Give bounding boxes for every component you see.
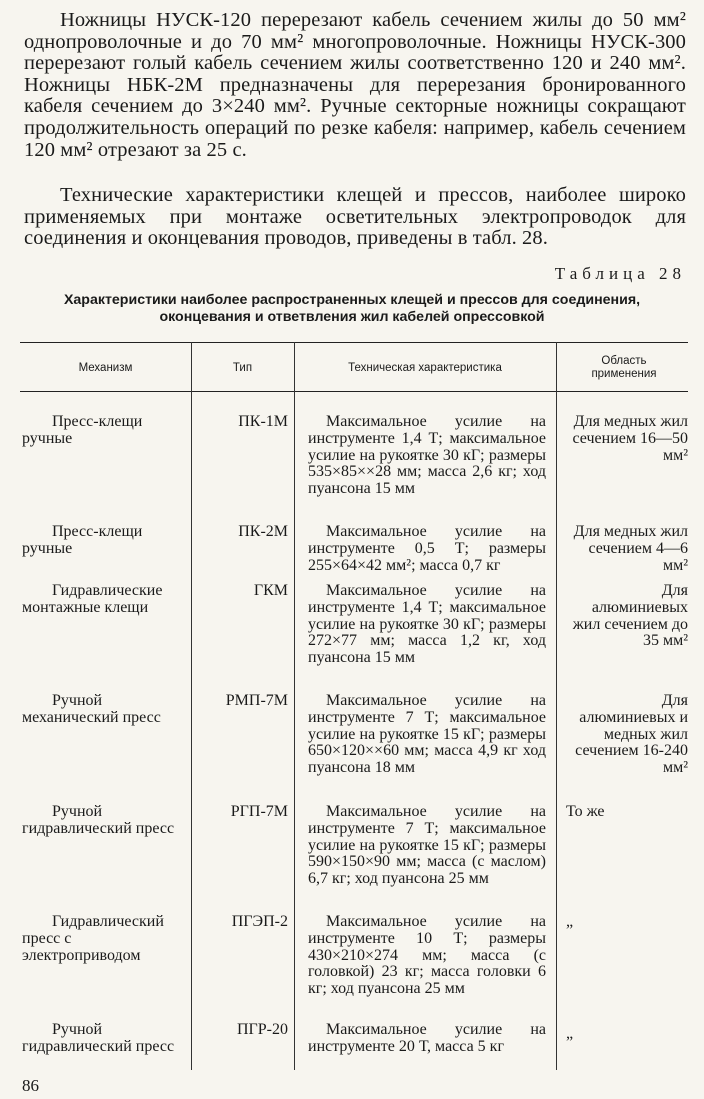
cell-tech: Максимальное усилие на инструменте 7 Т; максимальное усилие на рукоятке 15 кГ; размеры 650×120××60 мм; масса 4,9 кг ход пуансона 18 мм <box>308 692 546 777</box>
cell-tech: Максимальное усилие на инструменте 20 Т, масса 5 кг <box>308 1021 546 1055</box>
column-divider <box>294 342 295 1070</box>
cell-mechanism: Ручной механический пресс <box>22 692 161 726</box>
cell-tech: Максимальное усилие на инструменте 1,4 Т; максимальное усилие на рукоятке 30 кГ; размеры 272×77 мм; масса 1,2 кг, ход пуансона 15 мм <box>308 582 546 667</box>
cell-mechanism: Пресс-клещи ручные <box>22 523 143 557</box>
page-number: 86 <box>22 1076 39 1095</box>
header-mechanism: Механизм <box>78 361 133 374</box>
cell-tech: Максимальное усилие на инструменте 10 Т; размеры 430×210×274 мм; масса (с головкой) 23 кг; масса головки 6 кг; ход пуансона 25 мм <box>308 913 546 998</box>
cell-type: ПК-1М <box>238 413 288 430</box>
cell-mechanism: Ручной гидравлический пресс <box>22 803 175 837</box>
cell-type: РМП-7М <box>225 692 288 709</box>
cell-mechanism: Гидравлический пресс с электроприводом <box>22 913 164 964</box>
cell-area: „ <box>566 1025 574 1042</box>
cell-tech: Максимальное усилие на инструменте 0,5 Т; размеры 255×64×42 мм²; масса 0,7 кг <box>308 523 546 574</box>
cell-tech: Максимальное усилие на инструменте 1,4 Т; максимальное усилие на рукоятке 30 кГ; размеры 535×85××28 мм; масса 2,6 кг; ход пуансона 15 мм <box>308 413 546 498</box>
cell-area: То же <box>566 803 605 820</box>
table-top-rule <box>20 342 688 343</box>
table-title: Характеристики наиболее распространенных клещей и прессов для соединения, оконцевания и ответвления жил кабелей опрессовкой <box>63 292 641 325</box>
cell-type: ПК-2М <box>238 523 288 540</box>
cell-area: Для медных жил сечением 4—6 мм² <box>573 523 688 574</box>
column-divider <box>556 342 557 1070</box>
cell-type: РГП-7М <box>230 803 288 820</box>
cell-area: Для алюминиевых жил сечением до 35 мм² <box>572 582 688 650</box>
table-header-rule <box>20 391 688 392</box>
header-type: Тип <box>232 361 253 374</box>
header-tech: Техническая характеристика <box>348 361 502 374</box>
cell-type: ПГЭП-2 <box>231 913 288 930</box>
table-label: Таблица 28 <box>554 264 686 283</box>
cell-mechanism: Пресс-клещи ручные <box>22 413 143 447</box>
cell-type: ГКМ <box>253 582 288 599</box>
cell-mechanism: Гидравлические монтажные клещи <box>22 582 163 616</box>
cell-mechanism: Ручной гидравлический пресс <box>22 1021 175 1055</box>
header-area: Область применения <box>591 355 657 380</box>
cell-area: Для медных жил сечением 16—50 мм² <box>572 413 688 464</box>
cell-area: „ <box>566 913 574 930</box>
paragraph-scissors: Ножницы НУСК-120 перерезают кабель сечением жилы до 50 мм² однопроволочные и до 70 мм² многопроволочные. Ножницы НУСК-300 перерезают голый кабель сечением жилы соответственно 120 и 240 мм². Ножницы НБК-2М предназначены для перерезания бронированного кабеля сечением до 3×240 мм². Ручные секторные ножницы сокращают продолжительность операций по резке кабеля: например, кабель сечением 120 мм² отрезают за 25 с. <box>24 9 686 161</box>
cell-type: ПГР-20 <box>236 1021 288 1038</box>
cell-area: Для алюминиевых и медных жил сечением 16-240 мм² <box>575 692 688 777</box>
column-divider <box>191 342 192 1070</box>
paragraph-table-intro: Технические характеристики клещей и прессов, наиболее широко применяемых при монтаже осветительных электропроводок для соединения и оконцевания проводов, приведены в табл. 28. <box>24 184 686 250</box>
cell-tech: Максимальное усилие на инструменте 7 Т; максимальное усилие на рукоятке 15 кГ; размеры 590×150×90 мм; масса (с маслом) 6,7 кг; ход пуансона 25 мм <box>308 803 546 888</box>
